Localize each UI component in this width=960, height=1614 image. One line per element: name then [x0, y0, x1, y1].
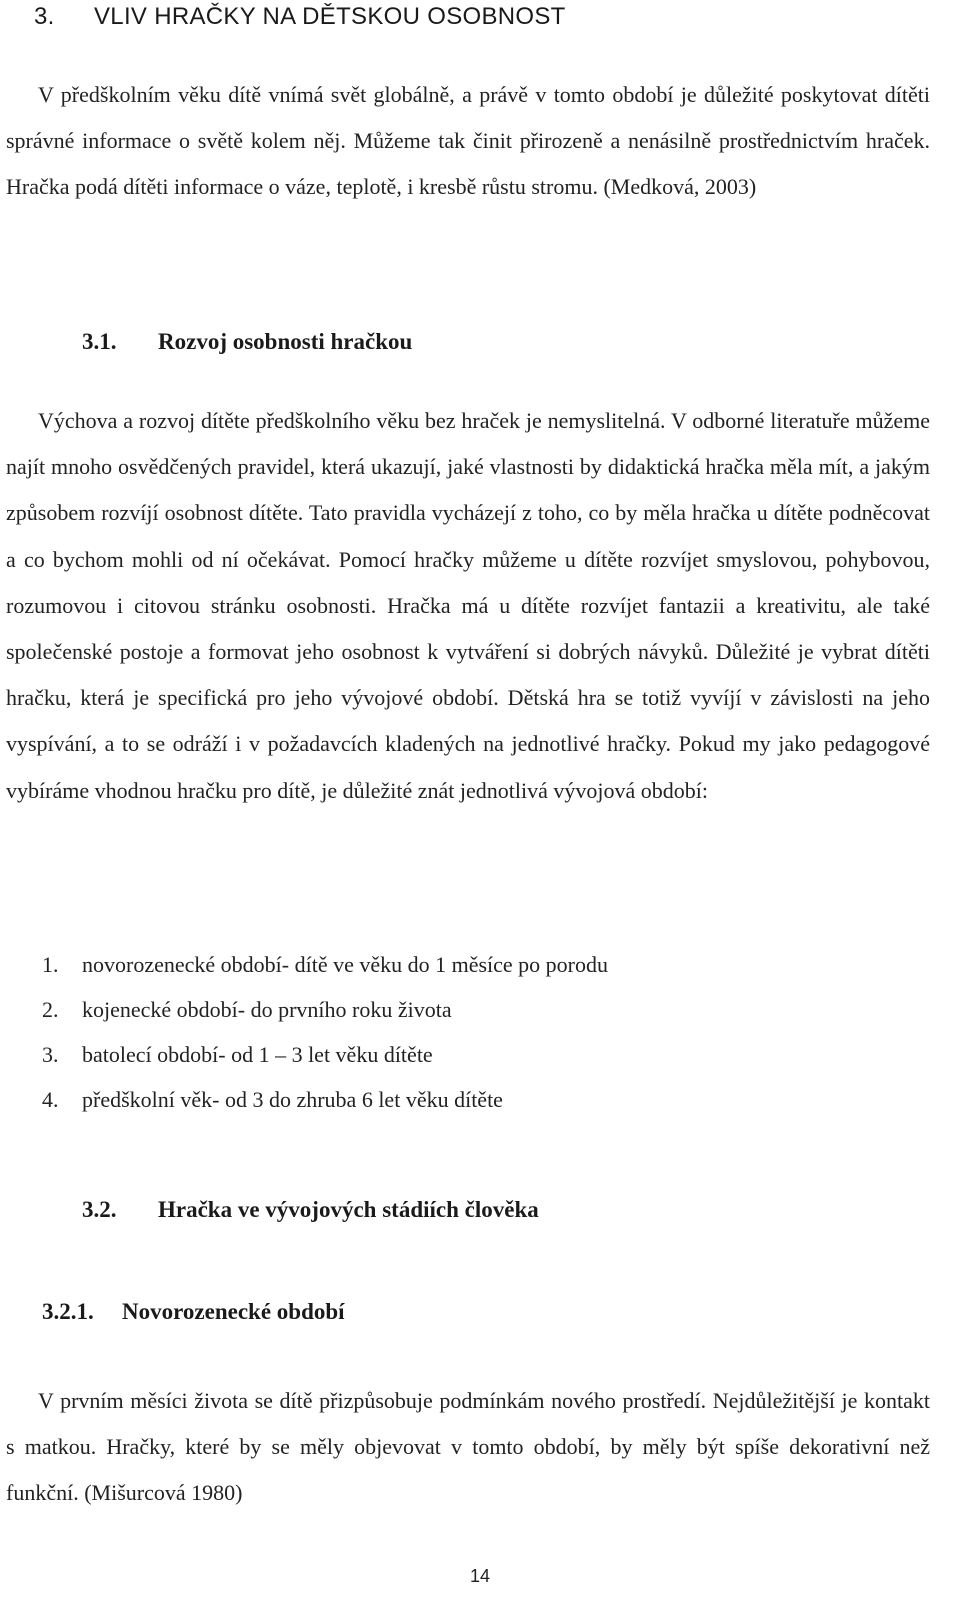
chapter-number: 3.: [34, 3, 55, 30]
section-3-2-1-number: 3.2.1.: [42, 1299, 94, 1324]
chapter-heading: [34, 0, 566, 34]
list-item: 1. novorozenecké období- dítě ve věku do 1 měsíce po porodu: [42, 952, 609, 977]
intro-paragraph: V předškolním věku dítě vnímá svět globálně, a právě v tomto období je důležité poskytovat dítěti správné informace o světě kolem něj. Můžeme tak činit přirozeně a nenásilně prostřednictvím hraček. Hračka podá dítěti informace o váze, teplotě, i kresbě růstu stromu. (Medková, 2003): [6, 82, 930, 200]
section-3-2-heading: [82, 1194, 539, 1226]
development-periods-list: [42, 942, 608, 1122]
section-3-2-1-title: Novorozenecké období: [122, 1299, 345, 1324]
section-3-2-title: Hračka ve vývojových stádiích člověka: [158, 1197, 539, 1222]
section-3-2-number: 3.2.: [82, 1197, 117, 1222]
section-3-1-title: Rozvoj osobnosti hračkou: [158, 329, 413, 354]
section-3-1-number: 3.1.: [82, 329, 117, 354]
list-item: 4. předškolní věk- od 3 do zhruba 6 let věku dítěte: [42, 1087, 503, 1112]
list-item: 3. batolecí období- od 1 – 3 let věku dítěte: [42, 1042, 433, 1067]
section-3-2-1-heading: [42, 1296, 345, 1328]
section-3-2-1-paragraph: V prvním měsíci života se dítě přizpůsobuje podmínkám nového prostředí. Nejdůležitější je kontakt s matkou. Hračky, které by se měly objevovat v tomto období, by měly být spíše dekorativní než funkční. (Mišurcová 1980): [6, 1388, 930, 1506]
chapter-title: VLIV HRAČKY NA DĚTSKOU OSOBNOST: [94, 3, 566, 30]
list-item: 2. kojenecké období- do prvního roku života: [42, 997, 452, 1022]
section-3-1-paragraph: Výchova a rozvoj dítěte předškolního věku bez hraček je nemyslitelná. V odborné literatuře můžeme najít mnoho osvědčených pravidel, která ukazují, jaké vlastnosti by didaktická hračka měla mít, a jakým způsobem rozvíjí osobnost dítěte. Tato pravidla vycházejí z toho, co by měla hračka u dítěte podněcovat a co bychom mohli od ní očekávat. Pomocí hračky můžeme u dítěte rozvíjet smyslovou, pohybovou, rozumovou i citovou stránku osobnosti. Hračka má u dítěte rozvíjet fantazii a kreativitu, ale také společenské postoje a formovat jeho osobnost k vytváření si dobrých návyků. Důležité je vybrat dítěti hračku, která je specifická pro jeho vývojové období. Dětská hra se totiž vyvíjí v závislosti na jeho vyspívání, a to se odráží i v požadavcích kladených na jednotlivé hračky. Pokud my jako pedagogové vybíráme vhodnou hračku pro dítě, je důležité znát jednotlivá vývojová období:: [6, 408, 930, 803]
section-3-1-heading: [82, 326, 412, 358]
page-number: 14: [469, 1566, 491, 1586]
